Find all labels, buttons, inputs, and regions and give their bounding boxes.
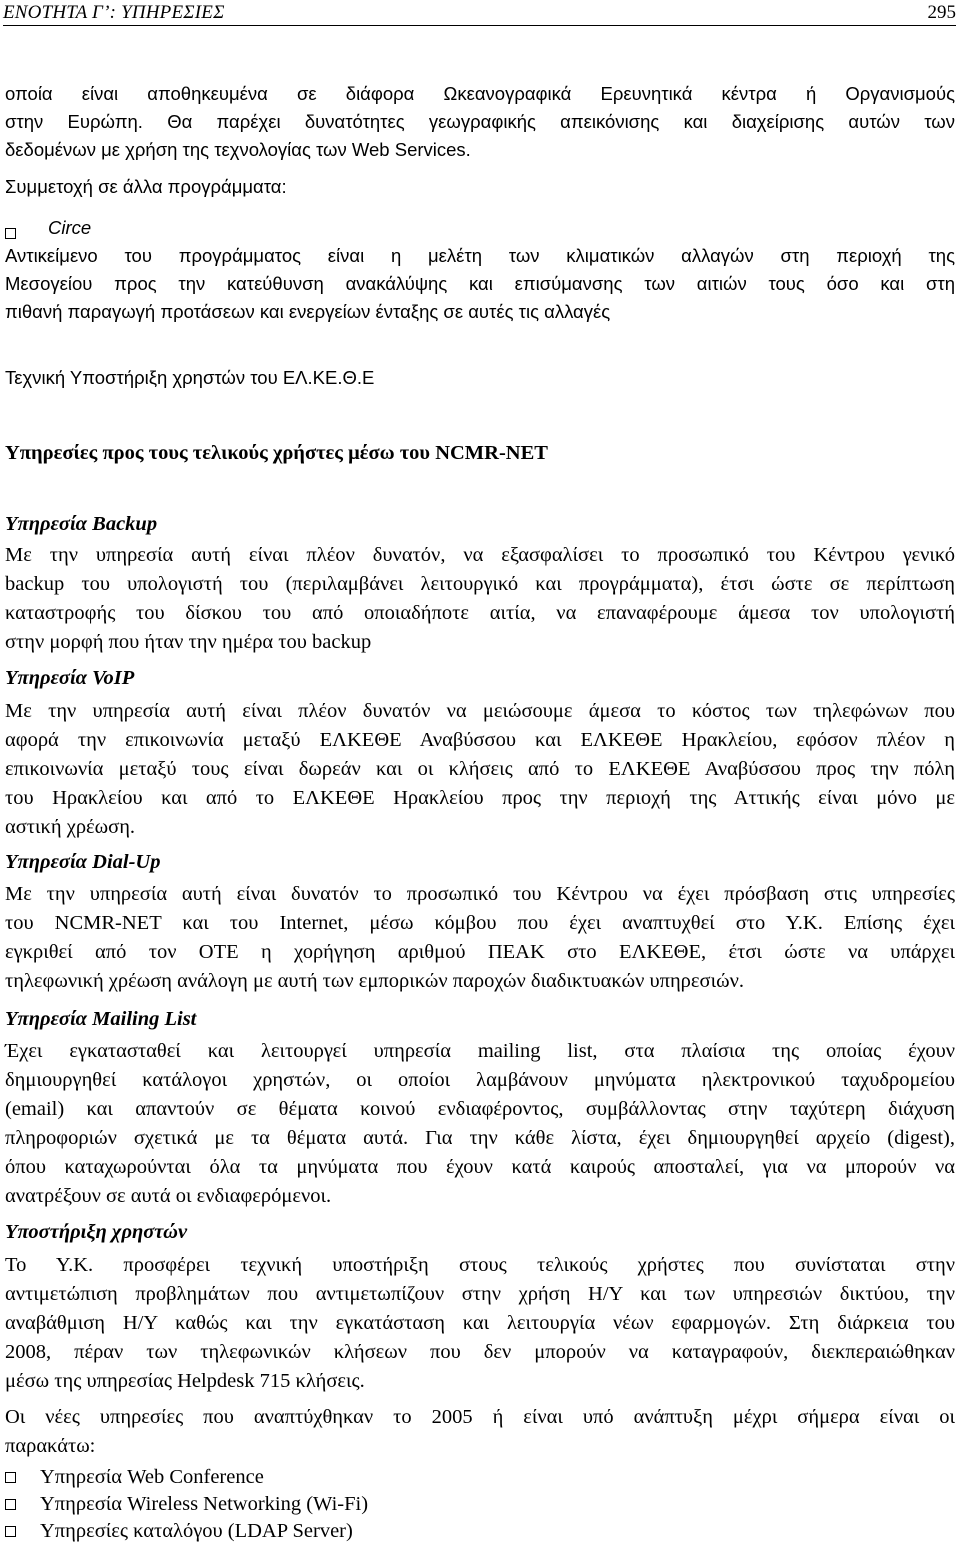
body-line: όπου καταχωρούνται όλα τα μηνύματα που έχουν κατά καιρούς αποσταλεί, για να μπορούν να bbox=[5, 1156, 955, 1178]
intro-paragraph bbox=[5, 80, 955, 164]
body-line: backup του υπολογιστή του (περιλαμβάνει λειτουργικό και προγράμματα), έτσι ώστε σε περίπτωση bbox=[5, 573, 955, 595]
section-title-dialup: Υπηρεσία Dial-Up bbox=[5, 851, 161, 873]
body-line: (email) και απαντούν σε θέματα κοινού ενδιαφέροντος, συμβάλλοντας στην ταχύτερη διάχυση bbox=[5, 1098, 955, 1120]
body-line: 2008, πέραν των τηλεφωνικών κλήσεων που δεν μπορούν να καταγραφούν, διεκπεραιώθηκαν bbox=[5, 1341, 955, 1363]
body-line: παρακάτω: bbox=[5, 1435, 96, 1457]
section-title-mailing-list: Υπηρεσία Mailing List bbox=[5, 1008, 197, 1030]
body-line: εγκριθεί από τον ΟΤΕ η χορήγηση αριθμού ΠΕΑΚ στο ΕΛΚΕΘΕ, έτσι ώστε να υπάρχει bbox=[5, 941, 955, 963]
body-line: αφορά την επικοινωνία μεταξύ ΕΛΚΕΘΕ Αναβύσσου και ΕΛΚΕΘΕ Ηρακλείου, εφόσον πλέον η bbox=[5, 729, 955, 751]
body-line: πληροφοριών σχετικά με τα θέματα αυτά. Για την κάθε λίστα, έχει δημιουργηθεί αρχείο (digest), bbox=[5, 1127, 955, 1149]
body-line: Με την υπηρεσία αυτή είναι πλέον δυνατόν να μειώσουμε άμεσα το κόστος των τηλεφώνων που bbox=[5, 700, 955, 722]
chapter-title: ΕΝΟΤΗΤΑ Γ’: ΥΠΗΡΕΣΙΕΣ bbox=[3, 2, 225, 23]
body-line: Έχει εγκατασταθεί και λειτουργεί υπηρεσία mailing list, στα πλαίσια της οποίας έχουν bbox=[5, 1040, 955, 1062]
body-line: τηλεφωνική χρέωση ανάλογη με αυτή των εμπορικών παροχών διαδικτυακών υπηρεσιών. bbox=[5, 970, 744, 992]
new-services-paragraph bbox=[5, 1403, 955, 1461]
circe-line: Αντικείμενο του προγράμματος είναι η μελέτη των κλιματικών αλλαγών στη περιοχή της bbox=[5, 245, 955, 266]
section-title-backup: Υπηρεσία Backup bbox=[5, 513, 158, 535]
body-line: Με την υπηρεσία αυτή είναι πλέον δυνατόν, να εξασφαλίσει το προσωπικό του Κέντρου γενικό bbox=[5, 544, 955, 566]
circe-line: Μεσογείου προς την κατεύθυνση ανακάλύψης και επισύμανσης των αιτιών τους όσο και στη bbox=[5, 273, 955, 294]
section-body-dialup bbox=[5, 880, 955, 996]
body-line: αντιμετώπιση προβλημάτων που αντιμετωπίζουν στην χρήση Η/Υ και των υπηρεσιών δικτύου, την bbox=[5, 1283, 955, 1305]
tech-support-heading: Τεχνική Υποστήριξη χρηστών του ΕΛ.ΚΕ.Θ.Ε bbox=[5, 367, 375, 388]
body-line: δημιουργηθεί κατάλογοι χρηστών, οι οποίοι λαμβάνουν μηνύματα ηλεκτρονικού ταχυδρομείου bbox=[5, 1069, 955, 1091]
intro-line: οποία είναι αποθηκευμένα σε διάφορα Ωκεανογραφικά Ερευνητικά κέντρα ή Οργανισμούς bbox=[5, 83, 955, 104]
body-line: Οι νέες υπηρεσίες που αναπτύχθηκαν το 2005 ή είναι υπό ανάπτυξη μέχρι σήμερα είναι οι bbox=[5, 1406, 955, 1428]
body-line: Το Υ.Κ. προσφέρει τεχνική υποστήριξη στους τελικούς χρήστες που συνίσταται στην bbox=[5, 1254, 955, 1276]
checkbox-bullet-icon bbox=[5, 228, 16, 239]
list-item: Υπηρεσία Web Conference bbox=[40, 1466, 264, 1488]
checkbox-bullet-icon bbox=[5, 1472, 16, 1483]
body-line: Με την υπηρεσία αυτή είναι δυνατόν το προσωπικό του Κέντρου να έχει πρόσβαση στις υπηρεσίες bbox=[5, 883, 955, 905]
section-body-mailing-list bbox=[5, 1037, 955, 1211]
checkbox-bullet-icon bbox=[5, 1499, 16, 1510]
intro-line: δεδομένων με χρήση της τεχνολογίας των Web Services. bbox=[5, 139, 471, 160]
circe-line: πιθανή παραγωγή προτάσεων και ενεργείων ένταξης σε αυτές τις αλλαγές bbox=[5, 301, 611, 322]
circe-description bbox=[5, 242, 955, 326]
circe-title: Circe bbox=[48, 217, 92, 238]
section-body-user-support bbox=[5, 1251, 955, 1396]
section-body-voip bbox=[5, 697, 955, 842]
participation-heading: Συμμετοχή σε άλλα προγράμματα: bbox=[5, 176, 287, 197]
section-title-user-support: Υποστήριξη χρηστών bbox=[5, 1221, 188, 1243]
section-title-voip: Υπηρεσία VoIP bbox=[5, 667, 135, 689]
body-line: του NCMR-NET και του Internet, μέσω κόμβου που έχει αναπτυχθεί στο Υ.Κ. Επίσης έχει bbox=[5, 912, 955, 934]
body-line: καταστροφής του δίσκου του από οποιαδήποτε αιτία, να επαναφέρουμε άμεσα τον υπολογιστή bbox=[5, 602, 955, 624]
page-header bbox=[3, 2, 956, 26]
body-line: αστική χρέωση. bbox=[5, 816, 136, 838]
checkbox-bullet-icon bbox=[5, 1526, 16, 1537]
body-line: ανατρέξουν σε αυτά οι ενδιαφερόμενοι. bbox=[5, 1185, 332, 1207]
header-rule bbox=[3, 25, 956, 26]
body-line: αναβάθμιση Η/Υ καθώς και την εγκατάσταση και λειτουργία νέων εφαρμογών. Στη διάρκεια του bbox=[5, 1312, 955, 1334]
services-heading: Υπηρεσίες προς τους τελικούς χρήστες μέσω του NCMR-NET bbox=[5, 442, 548, 464]
body-line: στην μορφή που ήταν την ημέρα του backup bbox=[5, 631, 372, 653]
body-line: του Ηρακλείου και από το ΕΛΚΕΘΕ Ηρακλείου προς την περιοχή της Αττικής είναι μόνο με bbox=[5, 787, 955, 809]
section-body-backup bbox=[5, 541, 955, 657]
intro-line: στην Ευρώπη. Θα παρέχει δυνατότητες γεωγραφικής απεικόνισης και διαχείρισης αυτών των bbox=[5, 111, 955, 132]
list-item: Υπηρεσία Wireless Networking (Wi-Fi) bbox=[40, 1493, 369, 1515]
list-item: Υπηρεσίες καταλόγου (LDAP Server) bbox=[40, 1520, 353, 1542]
body-line: μέσω της υπηρεσίας Helpdesk 715 κλήσεις. bbox=[5, 1370, 365, 1392]
page-number: 295 bbox=[927, 2, 956, 23]
body-line: επικοινωνία μεταξύ τους είναι δωρεάν και οι κλήσεις από το ΕΛΚΕΘΕ Αναβύσσου προς την πόλη bbox=[5, 758, 955, 780]
